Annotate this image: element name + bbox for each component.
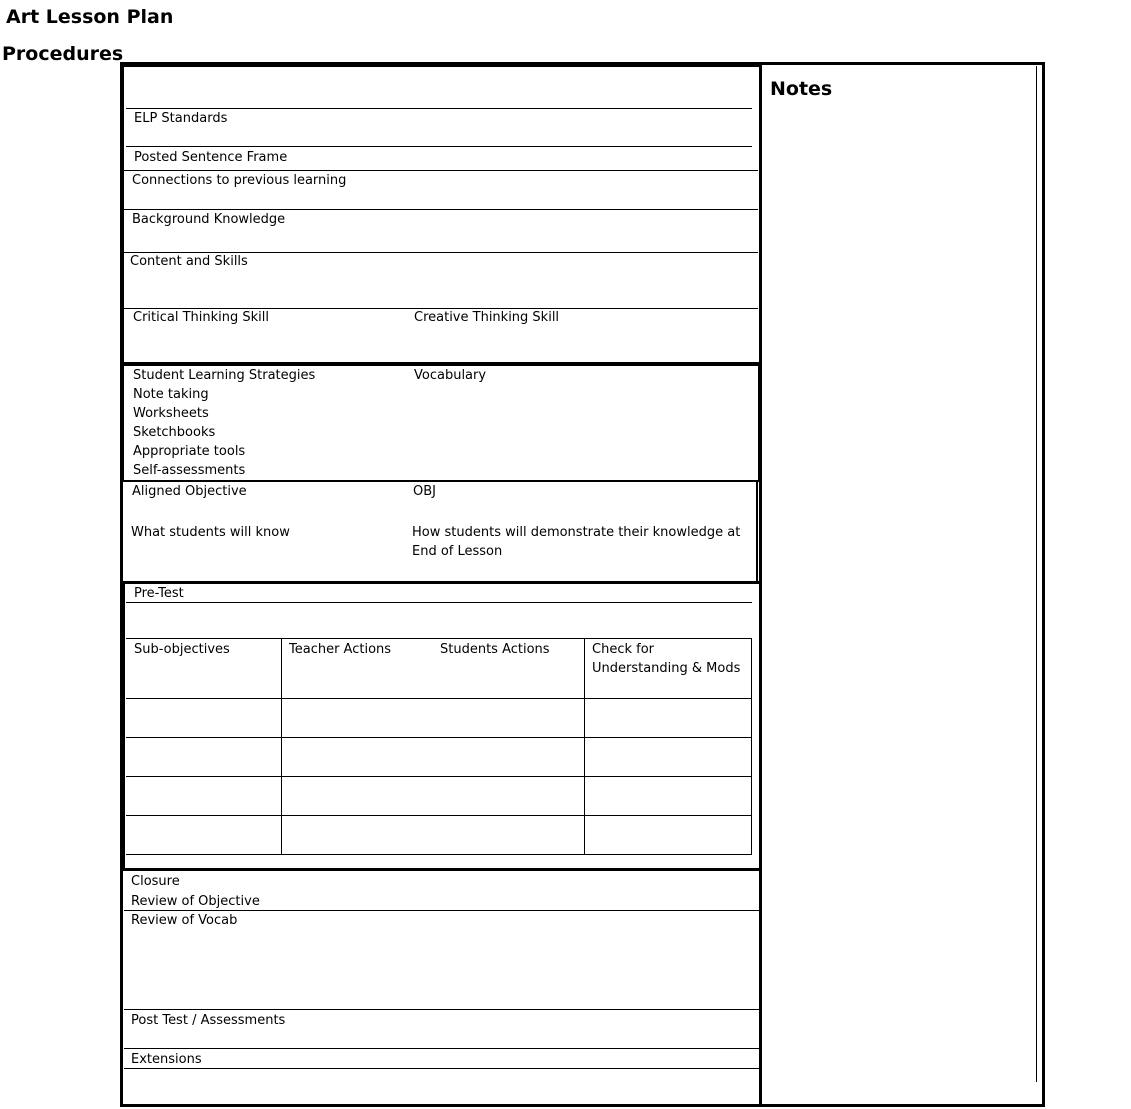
notes-right-inner-line	[1036, 66, 1037, 1082]
what-students-know-label: What students will know	[131, 525, 290, 540]
strategy-item: Self-assessments	[133, 463, 246, 478]
review-vocab-label: Review of Vocab	[131, 913, 238, 928]
table-row	[126, 737, 752, 738]
divider	[126, 602, 752, 603]
table-header-teacher-actions: Teacher Actions	[289, 642, 392, 657]
extensions-label: Extensions	[131, 1052, 202, 1067]
how-demonstrate-label-cont: End of Lesson	[412, 544, 503, 559]
table-header-sub-objectives: Sub-objectives	[134, 642, 230, 657]
table-col-border	[751, 638, 752, 855]
pre-test-label: Pre-Test	[134, 586, 184, 601]
notes-heading: Notes	[770, 78, 833, 100]
creative-thinking-label: Creative Thinking Skill	[414, 310, 560, 325]
how-demonstrate-label: How students will demonstrate their knowledge at	[412, 525, 741, 540]
strategy-item: Note taking	[133, 387, 209, 402]
strategy-item: Appropriate tools	[133, 444, 246, 459]
review-objective-label: Review of Objective	[131, 894, 260, 909]
divider	[124, 1009, 760, 1010]
table-header-check: Check for	[592, 642, 654, 657]
notes-panel	[759, 64, 1041, 1105]
strategy-item: Sketchbooks	[133, 425, 216, 440]
divider	[124, 1048, 760, 1049]
table-header-students-actions: Students Actions	[440, 642, 550, 657]
elp-standards-label: ELP Standards	[134, 111, 228, 126]
table-col-border	[584, 638, 585, 855]
strategy-item: Worksheets	[133, 406, 209, 421]
section-block-pretest	[122, 581, 762, 871]
table-border-top	[126, 638, 752, 639]
critical-thinking-label: Critical Thinking Skill	[133, 310, 270, 325]
page-title: Art Lesson Plan	[6, 6, 174, 28]
table-row	[126, 854, 752, 855]
closure-right-border	[759, 870, 761, 1106]
posted-sentence-frame-label: Posted Sentence Frame	[134, 150, 288, 165]
vocabulary-label: Vocabulary	[414, 368, 487, 383]
table-col-border	[281, 638, 282, 855]
post-test-label: Post Test / Assessments	[131, 1013, 286, 1028]
content-skills-label: Content and Skills	[130, 254, 248, 269]
divider	[126, 146, 752, 147]
obj-label: OBJ	[413, 484, 436, 499]
table-row	[126, 698, 752, 699]
divider	[124, 1068, 760, 1069]
connections-label: Connections to previous learning	[132, 173, 347, 188]
closure-label: Closure	[131, 874, 180, 889]
table-header-check-cont: Understanding & Mods	[592, 661, 741, 676]
background-knowledge-label: Background Knowledge	[132, 212, 286, 227]
page-subtitle: Procedures	[2, 43, 124, 65]
table-row	[126, 776, 752, 777]
strategies-heading: Student Learning Strategies	[133, 368, 316, 383]
objective-right-border	[756, 482, 758, 582]
table-row	[126, 815, 752, 816]
aligned-objective-label: Aligned Objective	[132, 484, 247, 499]
